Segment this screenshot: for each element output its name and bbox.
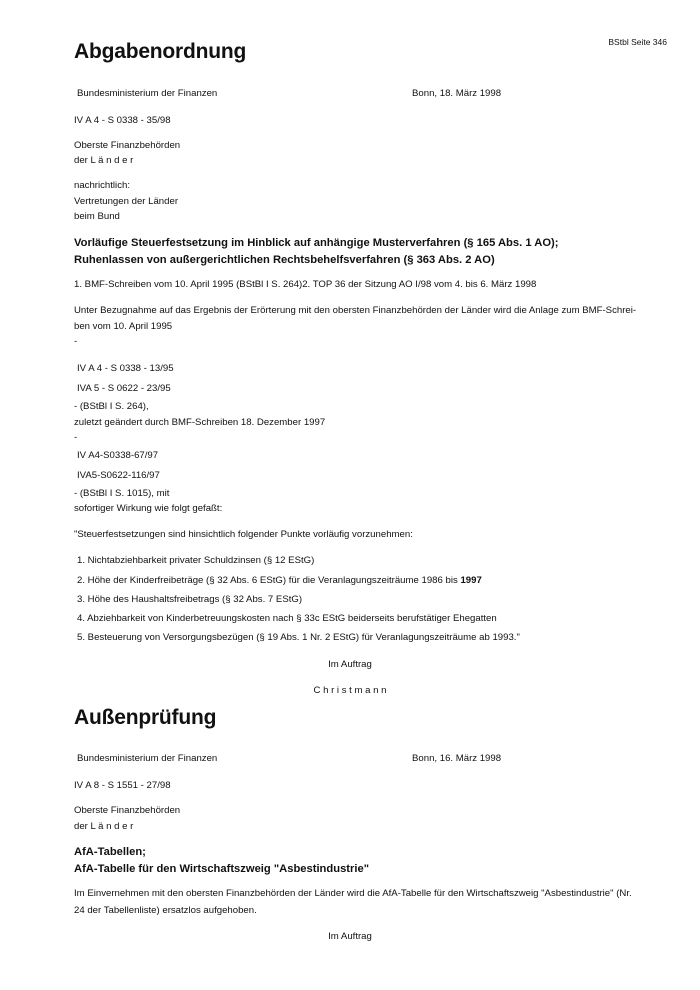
list-item: 1. Nichtabziehbarkeit privater Schuldzinsen (§ 12 EStG) (77, 555, 315, 566)
file-reference-b1: IV A4-S0338-67/97 (77, 450, 159, 461)
ministry: Bundesministerium der Finanzen (77, 753, 218, 764)
file-reference-a1: IV A 4 - S 0338 - 13/95 (77, 363, 174, 374)
cc-line: nachrichtlich: (74, 180, 130, 191)
list-item: 5. Besteuerung von Versorgungsbezügen (§ 19 Abs. 1 Nr. 2 EStG) für Veranlagungszeiträume ab 1993." (77, 632, 520, 643)
subject-line: Ruhenlassen von außergerichtlichen Rechtsbehelfsverfahren (§ 363 Abs. 2 AO) (74, 254, 495, 266)
signature: C h r i s t m a n n (313, 685, 387, 696)
quote-intro: "Steuerfestsetzungen sind hinsichtlich folgender Punkte vorläufig vorzunehmen: (74, 529, 413, 540)
dash-separator: - (74, 432, 78, 443)
ministry: Bundesministerium der Finanzen (77, 88, 218, 99)
recipient-line: Oberste Finanzbehörden (74, 805, 181, 816)
intro-line: Unter Bezugnahme auf das Ergebnis der Erörterung mit den obersten Finanzbehörden der Länder wird die Anlage zum BMF-Schrei- (74, 305, 637, 316)
file-reference: IV A 4 - S 0338 - 35/98 (74, 115, 171, 126)
list-item-text: 2. Höhe der Kinderfreibeträge (§ 32 Abs. 6 EStG) für die Veranlagungszeiträume 1986 bis (77, 575, 458, 586)
file-reference: IV A 8 - S 1551 - 27/98 (74, 780, 171, 791)
body-line: 24 der Tabellenliste) ersatzlos aufgehoben. (74, 905, 257, 916)
section-heading-aussenpruefung: Außenprüfung (74, 706, 217, 729)
file-reference-b2: IVA5-S0622-116/97 (77, 470, 160, 481)
file-reference-a2: IVA 5 - S 0622 - 23/95 (77, 383, 171, 394)
effect-note: sofortiger Wirkung wie folgt gefaßt: (74, 503, 223, 514)
subject-line: Vorläufige Steuerfestsetzung im Hinblick auf anhängige Musterverfahren (§ 165 Abs. 1 AO); (74, 237, 559, 249)
list-item-bold-year: 1997 (460, 575, 482, 586)
im-auftrag: Im Auftrag (328, 659, 372, 670)
page-reference: BStbl Seite 346 (608, 37, 667, 47)
place-date: Bonn, 16. März 1998 (412, 753, 502, 764)
amendment-note: zuletzt geändert durch BMF-Schreiben 18. Dezember 1997 (74, 417, 326, 428)
recipient-line: der L ä n d e r (74, 821, 134, 832)
cc-line: Vertretungen der Länder (74, 196, 179, 207)
bstbl-citation: - (BStBl I S. 264), (74, 401, 149, 412)
list-item: 3. Höhe des Haushaltsfreibetrags (§ 32 Abs. 7 EStG) (77, 594, 303, 605)
cc-line: beim Bund (74, 211, 120, 222)
references-line: 1. BMF-Schreiben vom 10. April 1995 (BStBl I S. 264)2. TOP 36 der Sitzung AO I/98 vom 4. bis 6. März 1998 (74, 279, 537, 290)
recipient-line: Oberste Finanzbehörden (74, 140, 181, 151)
place-date: Bonn, 18. März 1998 (412, 88, 502, 99)
dash-separator: - (74, 336, 78, 347)
list-item: 4. Abziehbarkeit von Kinderbetreuungskosten nach § 33c EStG beiderseits berufstätiger Ehegatten (77, 613, 497, 624)
subject-line: AfA-Tabellen; (74, 846, 146, 858)
im-auftrag: Im Auftrag (328, 931, 372, 942)
subject-line: AfA-Tabelle für den Wirtschaftszweig "Asbestindustrie" (74, 863, 369, 875)
section-heading-abgabenordnung: Abgabenordnung (74, 40, 247, 63)
recipient-line: der L ä n d e r (74, 155, 134, 166)
body-line: Im Einvernehmen mit den obersten Finanzbehörden der Länder wird die AfA-Tabelle für den Wirtschaftszweig "Asbestindustrie" (Nr. (74, 888, 632, 899)
list-item (77, 572, 482, 589)
bstbl-citation: - (BStBl I S. 1015), mit (74, 488, 170, 499)
intro-line: ben vom 10. April 1995 (74, 321, 173, 332)
